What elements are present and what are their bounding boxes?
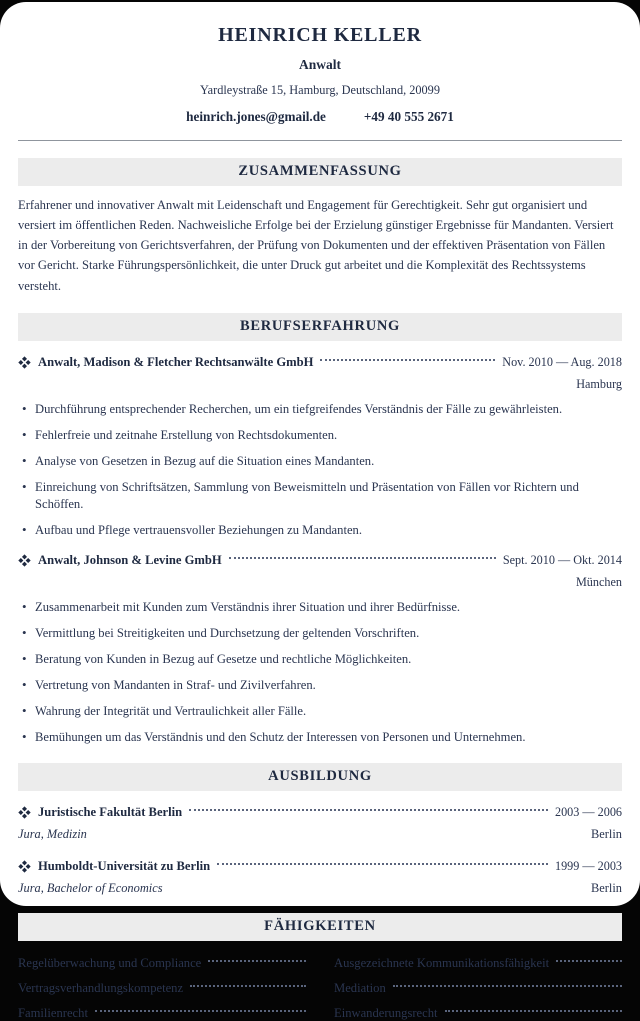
education-subrow <box>18 827 622 842</box>
job-location: München <box>575 574 622 589</box>
list-item: • Vermittlung bei Streitigkeiten und Durchsetzung der geltenden Vorschriften. <box>18 625 622 642</box>
experience-entry <box>18 355 622 539</box>
job-title-text: Anwalt, Johnson & Levine GmbH <box>38 552 222 567</box>
summary-paragraph: Erfahrener und innovativer Anwalt mit Leidenschaft und Engagement für Gerechtigkeit. Sehr gut organisiert und versiert im öffentlichen Reden. Nachweisliche Erfolge bei der Erzielung günstiger Ergebnisse für Mandanten. Versiert in der Vorbereitung von Gerichtsverfahren, der Prüfung von Dokumenten und der effektiven Präsentation von Fällen vor Gericht. Starke Führungspersönlichkeit, die unter Druck gut arbeitet und die Komplexität des Rechtssystems versteht. <box>18 198 614 293</box>
dotted-leader <box>190 985 306 987</box>
candidate-job-title: Anwalt <box>298 57 341 72</box>
job-location: Hamburg <box>576 376 622 391</box>
skill-label: Mediation <box>334 980 386 995</box>
candidate-address: Yardleystraße 15, Hamburg, Deutschland, 20099 <box>200 83 440 97</box>
school-location: Berlin <box>591 826 622 841</box>
section-education <box>18 763 622 896</box>
phone-text: +49 40 555 2671 <box>363 109 454 124</box>
degree-text: Jura, Medizin <box>18 826 87 841</box>
job-dates: Sept. 2010 — Okt. 2014 <box>502 552 622 567</box>
dotted-leader <box>556 960 622 962</box>
skill-item <box>334 956 622 971</box>
candidate-name: HEINRICH KELLER <box>218 24 422 46</box>
skill-item <box>18 956 306 971</box>
school-name-text: Humboldt-Universität zu Berlin <box>38 858 211 873</box>
email-text: heinrich.jones@gmail.de <box>186 109 326 124</box>
skill-label: Einwanderungsrecht <box>334 1005 438 1020</box>
skill-item <box>18 981 306 996</box>
education-entry <box>18 805 622 842</box>
section-heading-education: AUSBILDUNG <box>18 763 622 791</box>
education-entry-header <box>18 805 622 820</box>
dotted-leader <box>229 557 496 559</box>
school-name-text: Juristische Fakultät Berlin <box>38 804 183 819</box>
job-title-text: Anwalt, Madison & Fletcher Rechtsanwälte GmbH <box>38 354 314 369</box>
dotted-leader <box>208 960 306 962</box>
experience-entry-header <box>18 553 622 568</box>
resume-page <box>0 2 640 1020</box>
section-summary <box>18 158 622 296</box>
dotted-leader <box>217 863 548 865</box>
diamond-cluster-icon <box>18 554 31 567</box>
job-bullet-list <box>18 599 622 746</box>
diamond-cluster-icon <box>18 860 31 873</box>
dotted-leader <box>189 809 548 811</box>
list-item: • Durchführung entsprechender Recherchen, um ein tiefgreifendes Verständnis der Fälle zu gewährleisten. <box>18 401 622 418</box>
school-dates: 1999 — 2003 <box>554 858 622 873</box>
job-bullet-list <box>18 401 622 539</box>
contact-row <box>18 109 622 125</box>
diamond-cluster-icon <box>18 356 31 369</box>
school-location: Berlin <box>591 880 622 895</box>
section-experience <box>18 313 622 746</box>
list-item: • Vertretung von Mandanten in Straf- und Zivilverfahren. <box>18 677 622 694</box>
education-entry <box>18 859 622 896</box>
list-item: • Zusammenarbeit mit Kunden zum Verständnis ihrer Situation und ihrer Bedürfnisse. <box>18 599 622 616</box>
skill-label: Familienrecht <box>18 1005 88 1020</box>
skills-grid <box>18 946 622 1021</box>
list-item: • Aufbau und Pflege vertrauensvoller Beziehungen zu Mandanten. <box>18 522 622 539</box>
job-dates: Nov. 2010 — Aug. 2018 <box>502 354 622 369</box>
experience-entry-header <box>18 355 622 370</box>
skill-label: Vertragsverhandlungskompetenz <box>18 980 184 995</box>
degree-text: Jura, Bachelor of Economics <box>18 880 163 895</box>
list-item: • Beratung von Kunden in Bezug auf Gesetze und rechtliche Möglichkeiten. <box>18 651 622 668</box>
education-subrow <box>18 881 622 896</box>
school-dates: 2003 — 2006 <box>554 804 622 819</box>
diamond-cluster-icon <box>18 806 31 819</box>
resume-header <box>18 24 622 141</box>
section-heading-summary: ZUSAMMENFASSUNG <box>18 158 622 186</box>
experience-entry <box>18 553 622 746</box>
section-skills <box>18 913 622 1021</box>
skill-label: Ausgezeichnete Kommunikationsfähigkeit <box>334 955 550 970</box>
education-entry-header <box>18 859 622 874</box>
skill-item <box>18 1006 306 1021</box>
list-item: • Bemühungen um das Verständnis und den Schutz der Interessen von Personen und Unternehmen. <box>18 729 622 746</box>
list-item: • Analyse von Gesetzen in Bezug auf die Situation eines Mandanten. <box>18 453 622 470</box>
list-item: • Einreichung von Schriftsätzen, Sammlung von Beweismitteln und Präsentation von Fällen vor Richtern und Schöffen. <box>18 479 622 513</box>
dotted-leader <box>445 1010 622 1012</box>
dotted-leader <box>320 359 495 361</box>
header-divider <box>18 140 622 141</box>
skill-label: Regelüberwachung und Compliance <box>18 955 202 970</box>
section-heading-skills: FÄHIGKEITEN <box>18 913 622 941</box>
list-item: • Wahrung der Integrität und Vertraulichkeit aller Fälle. <box>18 703 622 720</box>
section-heading-experience: BERUFSERFAHRUNG <box>18 313 622 341</box>
skill-item <box>334 981 622 996</box>
dotted-leader <box>393 985 622 987</box>
dotted-leader <box>95 1010 306 1012</box>
skill-item <box>334 1006 622 1021</box>
list-item: • Fehlerfreie und zeitnahe Erstellung von Rechtsdokumenten. <box>18 427 622 444</box>
